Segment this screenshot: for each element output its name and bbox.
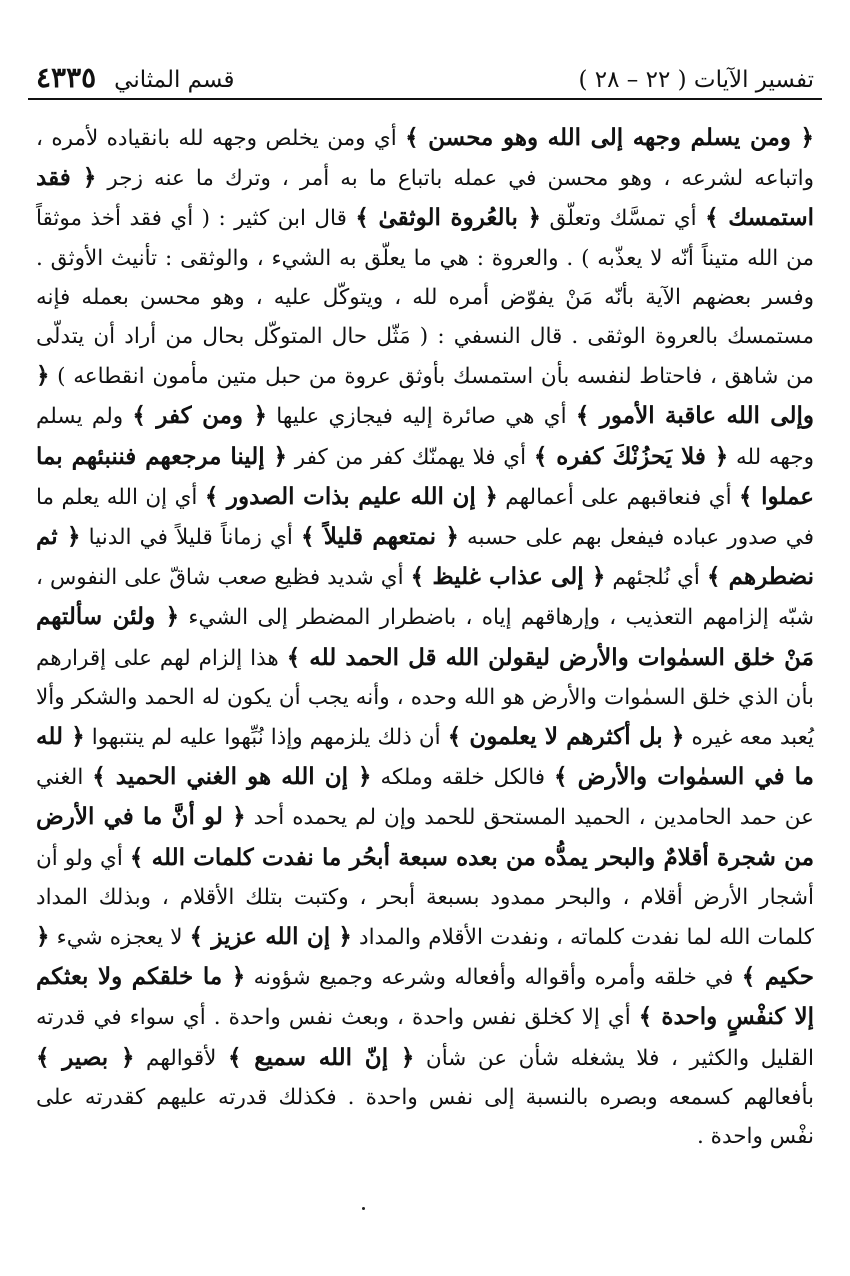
quran-verse: ﴿ بصير ﴾ [36, 1043, 135, 1071]
commentary-text: أي تمسَّك وتعلّق [541, 206, 706, 232]
commentary-text: أي ومن يخلص وجهه لله بانقياده لأمره ، واتباعه لشرعه ، وهو محسن في عمله باتباع ما به أمر ، وترك ما عنه زجر [36, 126, 814, 192]
quran-verse: ﴿ ومن يسلم وجهه إلى الله وهو محسن ﴾ [405, 124, 814, 151]
header-left-group [36, 61, 235, 94]
quran-verse: ﴿ فقد استمسك ﴾ [36, 164, 815, 232]
quran-verse: ﴿ بل أكثرهم لا يعلمون ﴾ [447, 723, 685, 751]
book-page [28, 52, 822, 1276]
quran-verse: ﴿ لله ما في السمٰوات والأرض ﴾ [36, 723, 815, 791]
quran-verse: ﴿ لو أنَّ ما في الأرض من شجرة أقلامٌ والبحر يمدُّه من بعده سبعة أبحُر ما نفدت كلمات الله ﴾ [36, 803, 815, 871]
quran-verse: ﴿ ثم نضطرهم ﴾ [36, 523, 814, 591]
commentary-text: بأفعالهم كسمعه وبصره بالنسبة إلى نفس واحدة . فكذلك قدرته عليهم كقدرته على نفْس واحدة . [36, 1084, 814, 1150]
commentary-text: أي نُلجئهم [605, 565, 707, 591]
header-title: تفسير الآيات ( ٢٢ – ٢٨ ) [578, 67, 814, 93]
commentary-text: هذا إلزام لهم على إقرارهم بأن الذي خلق السمٰوات والأرض هو الله وحده ، وأنه يجب أن يكون له الحمد والشكر وألا يُعبد معه غيره [36, 645, 815, 751]
commentary-text: أي زماناً قليلاً في الدنيا [80, 525, 301, 551]
commentary-text: في خلقه وأمره وأقواله وأفعاله وشرعه وجميع شؤونه [245, 965, 742, 991]
quran-verse: ﴿ إن الله هو الغني الحميد ﴾ [92, 763, 372, 791]
commentary-text: أي إن الله يعلم ما في صدور عباده فيفعل بهم على حسبه [36, 484, 814, 551]
commentary-text: الغني عن حمد الحامدين ، الحميد المستحق للحمد وإن لم يحمده أحد [36, 765, 814, 831]
commentary-text: ولم يسلم وجهه لله [36, 404, 815, 470]
quran-verse: ﴿ حكيم ﴾ [36, 923, 815, 991]
commentary-text: أي فلا يهمنّك كفر من كفر [287, 444, 534, 470]
commentary-text: أي إلا كخلق نفس واحدة ، وبعث نفس واحدة . أي سواء في قدرته القليل والكثير ، فلا يشغله شأن عن شأن [36, 1005, 814, 1071]
commentary-text: لأقوالهم [134, 1045, 228, 1071]
quran-verse: ﴿ نمتعهم قليلاً ﴾ [300, 523, 459, 551]
quran-verse: ﴿ إلينا مرجعهم فننبئهم بما عملوا ﴾ [36, 442, 814, 510]
tafsir-body [28, 100, 822, 1156]
section-name: قسم المثاني [114, 67, 235, 93]
quran-verse: ﴿ إنّ الله سميع ﴾ [227, 1043, 415, 1071]
quran-verse: ﴿ فلا يَحزُنْكَ كفره ﴾ [533, 442, 729, 470]
tafsir-paragraph [36, 118, 814, 1156]
commentary-text: لا يعجزه شيء [49, 925, 190, 951]
running-header [28, 52, 822, 100]
quran-verse: ﴿ إلى عذاب غليظ ﴾ [410, 563, 606, 591]
commentary-text: أي فنعاقبهم على أعمالهم [497, 484, 739, 510]
commentary-text: قال ابن كثير : ( أي فقد أخذ موثقاً من الله متيناً أنّه لا يعذّبه ) . والعروة : هي ما يعلّق به الشيء ، والوثقى : تأنيث الأوثق . وفسر بعضهم الآية بأنّه مَنْ يفوّض أمره لله ، ويتوكّل عليه ، وهو محسن بعمله فإنه مستمسك بالعروة الوثقى . قال النسفي : ( مَثّل حال المتوكّل بحال من أراد أن يتدلّى من شاهق ، فاحتاط لنفسه بأن استمسك بأوثق عروة من حبل متين مأمون انقطاعه ) [36, 206, 814, 390]
commentary-text: أي شديد فظيع صعب شاقّ على النفوس ، شبّه إلزامهم التعذيب ، وإرهاقهم إياه ، باضطرار المضطر إلى الشيء [36, 565, 814, 631]
page-number: ٤٣٣٥ [36, 61, 97, 94]
commentary-text: فالكل خلقه وملكه [371, 765, 554, 791]
quran-verse: ﴿ ولئن سألتهم مَنْ خلق السمٰوات والأرض ليقولن الله قل الحمد لله ﴾ [36, 603, 814, 671]
commentary-text: أن ذلك يلزمهم وإذا نُبِّهوا عليه لم ينتبهوا [84, 725, 448, 751]
quran-verse: ﴿ إن الله عليم بذات الصدور ﴾ [204, 482, 498, 510]
quran-verse: ﴿ إن الله عزيز ﴾ [189, 923, 352, 951]
quran-verse: ﴿ بالعُروة الوثقىٰ ﴾ [355, 204, 542, 232]
quran-verse: ﴿ ومن كفر ﴾ [132, 402, 267, 430]
commentary-text: أي هي صائرة إليه فيجازي عليها [266, 404, 576, 430]
quran-verse: ﴿ ما خلقكم ولا بعثكم إلا كنفْسٍ واحدة ﴾ [36, 963, 814, 1031]
quran-verse: ﴿ وإلى الله عاقبة الأمور ﴾ [36, 362, 814, 430]
commentary-text: أي ولو أن أشجار الأرض أقلام ، والبحر ممدود بسبعة أبحر ، وكتبت بتلك الأقلام ، وبذلك المداد كلمات الله لما نفدت كلماته ، ونفدت الأقلام والمداد [36, 845, 814, 951]
stray-dot [362, 1207, 365, 1210]
